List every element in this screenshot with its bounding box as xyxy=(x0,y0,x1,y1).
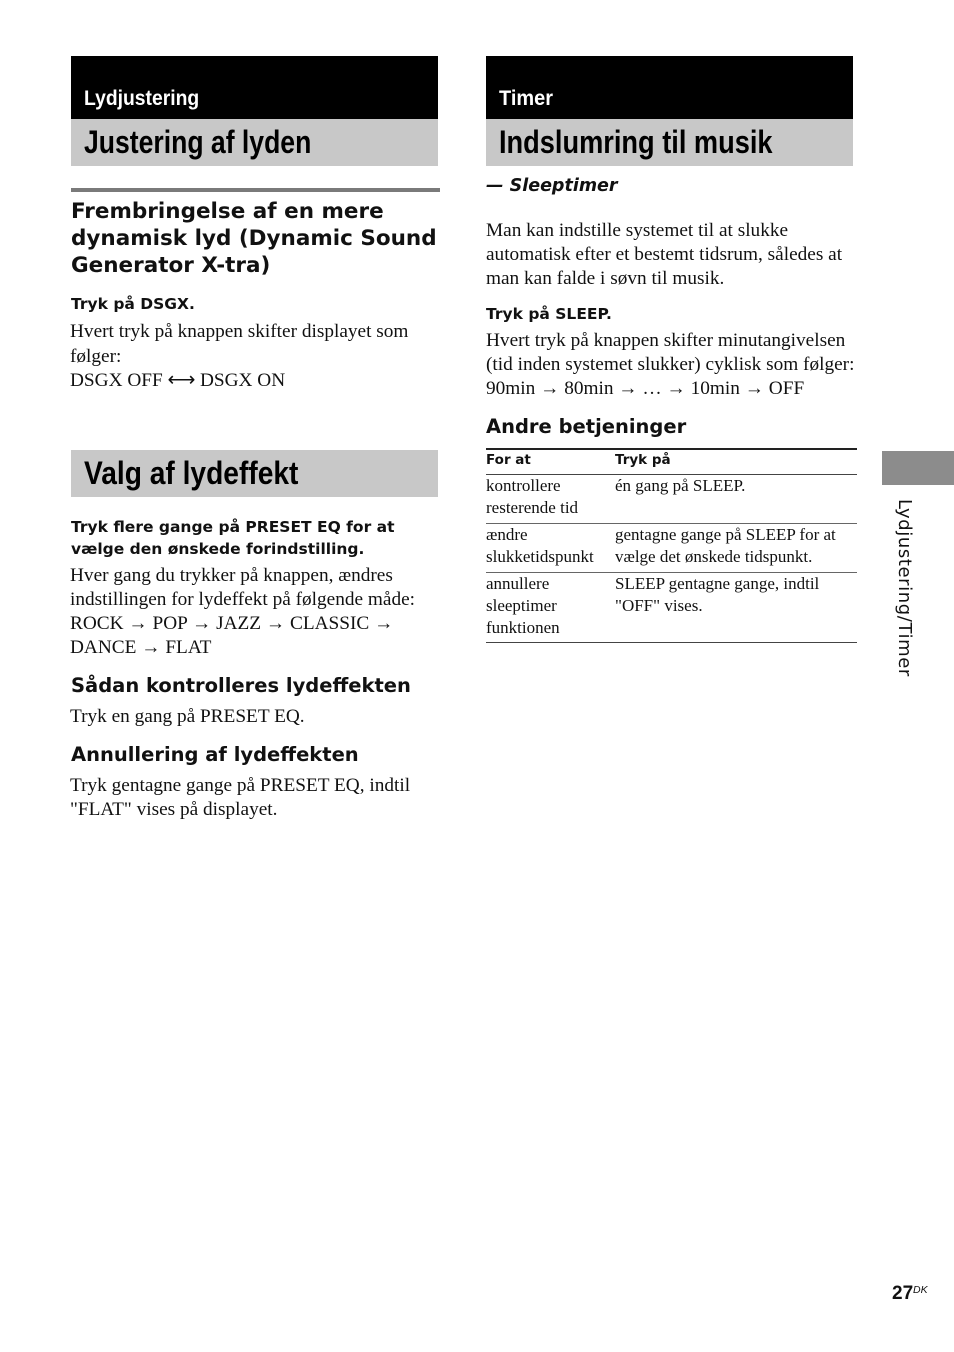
cell-line: gentagne gange på SLEEP for at xyxy=(615,525,836,544)
body-line: 90min → 80min → … → 10min → OFF xyxy=(486,378,805,399)
page-number: 27 xyxy=(892,1283,914,1304)
body-line: man kan falde i søvn til musik. xyxy=(486,268,725,289)
table-cell-press xyxy=(615,475,745,497)
cell-line: vælge det ønskede tidspunkt. xyxy=(615,546,813,566)
instruction-line: vælge den ønskede forindstilling. xyxy=(71,540,365,558)
cell-line: resterende tid xyxy=(486,497,579,517)
title-bar-lydeffekt xyxy=(71,450,438,497)
table-cell-press xyxy=(615,573,819,617)
section-label: Lydjustering xyxy=(84,87,200,110)
cell-line: sleeptimer xyxy=(486,595,557,615)
body-line: DANCE → FLAT xyxy=(70,637,212,658)
dynamic-sound-heading xyxy=(71,198,437,279)
cell-line: annullere xyxy=(486,574,550,593)
cancel-effect-body xyxy=(70,774,410,822)
table-cell-action xyxy=(486,524,594,568)
chapter-tab-label: Lydjustering/Timer xyxy=(894,499,915,677)
section-label: Timer xyxy=(499,87,553,110)
table-header-press: Tryk på xyxy=(615,452,671,468)
cell-line: SLEEP gentagne gange, indtil xyxy=(615,574,820,593)
cell-line: kontrollere xyxy=(486,476,561,495)
heading-line: Frembringelse af en mere xyxy=(71,199,384,224)
body-line: Man kan indstille systemet til at slukke xyxy=(486,220,789,241)
page-number-suffix: DK xyxy=(913,1284,928,1296)
title-bar-indslumring xyxy=(486,119,853,166)
section-bar-timer xyxy=(486,56,853,119)
sleep-instruction: Tryk på SLEEP. xyxy=(486,305,612,323)
title-bar-justering xyxy=(71,119,438,166)
body-line: Hvert tryk på knappen skifter displayet som xyxy=(70,321,409,342)
section-bar-lydjustering xyxy=(71,56,438,119)
table-cell-press xyxy=(615,524,836,568)
page-title: Indslumring til musik xyxy=(499,124,773,160)
body-line: indstillingen for lydeffekt på følgende måde: xyxy=(70,589,416,610)
preset-eq-instruction xyxy=(71,516,395,560)
other-operations-heading: Andre betjeninger xyxy=(486,415,687,438)
other-operations-table xyxy=(486,448,857,643)
chapter-tab-marker xyxy=(882,451,954,485)
check-effect-body: Tryk en gang på PRESET EQ. xyxy=(70,706,305,727)
check-effect-heading: Sådan kontrolleres lydeffekten xyxy=(71,674,411,697)
sleep-body xyxy=(486,329,854,401)
page-title: Justering af lyden xyxy=(84,124,312,160)
preset-eq-body xyxy=(70,564,415,660)
cancel-effect-heading: Annullering af lydeffekten xyxy=(71,743,359,766)
cell-line: én gang på SLEEP. xyxy=(615,476,746,495)
body-line: Tryk gentagne gange på PRESET EQ, indtil xyxy=(70,775,411,796)
section-divider xyxy=(71,188,440,192)
body-line: "FLAT" vises på displayet. xyxy=(70,799,278,820)
body-line: (tid inden systemet slukker) cyklisk som følger: xyxy=(486,354,855,375)
table-header-action: For at xyxy=(486,452,531,468)
cell-line: ændre xyxy=(486,525,528,544)
table-bottom-border xyxy=(486,642,857,643)
body-line: ROCK → POP → JAZZ → CLASSIC → xyxy=(70,613,394,634)
sleeptimer-intro xyxy=(486,219,842,291)
instruction-line: Tryk flere gange på PRESET EQ for at xyxy=(71,518,395,536)
body-line: Hvert tryk på knappen skifter minutangivelsen xyxy=(486,330,846,351)
table-cell-action xyxy=(486,573,560,638)
dsgx-instruction: Tryk på DSGX. xyxy=(71,295,195,313)
cell-line: slukketidspunkt xyxy=(486,546,594,566)
sleeptimer-subtitle: — Sleeptimer xyxy=(486,176,618,196)
cell-line: "OFF" vises. xyxy=(615,595,703,615)
cell-line: funktionen xyxy=(486,617,560,637)
dsgx-body xyxy=(70,320,408,394)
body-line: automatisk efter et bestemt tidsrum, således at xyxy=(486,244,843,265)
section-title: Valg af lydeffekt xyxy=(84,455,299,491)
body-line: følger: xyxy=(70,345,122,367)
table-top-border xyxy=(486,448,857,450)
table-cell-action xyxy=(486,475,578,519)
body-line: Hver gang du trykker på knappen, ændres xyxy=(70,565,393,586)
body-line: DSGX OFF ⟷ DSGX ON xyxy=(70,370,286,391)
heading-line: Generator X-tra) xyxy=(71,253,271,278)
heading-line: dynamisk lyd (Dynamic Sound xyxy=(71,226,437,251)
